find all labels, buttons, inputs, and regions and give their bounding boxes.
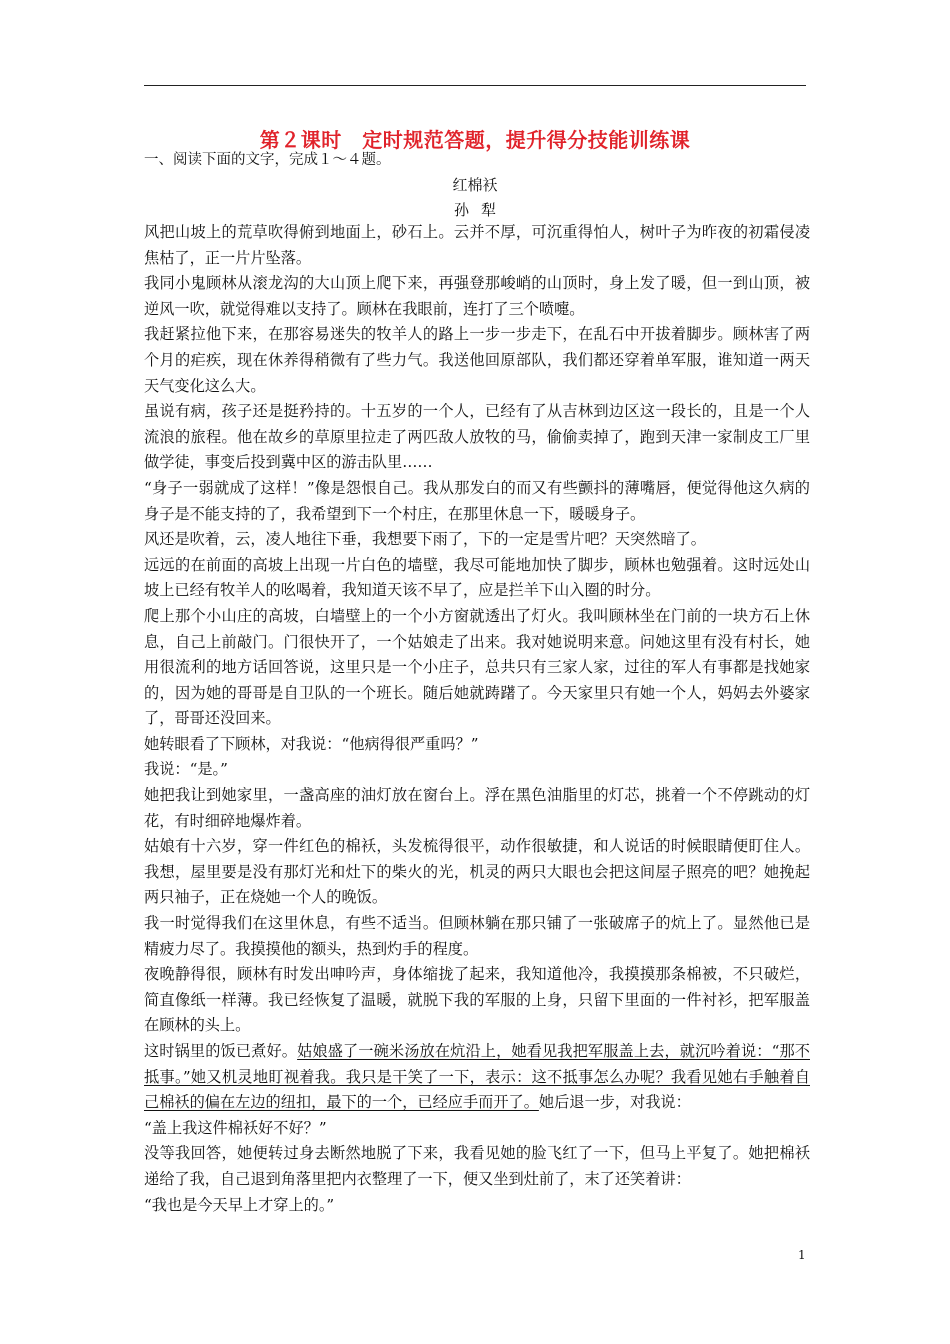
paragraph: 我赶紧拉他下来，在那容易迷失的牧羊人的路上一步一步走下，在乱石中开拔着脚步。顾林害了两个月的疟疾，现在休养得稍微有了些力气。我送他回原部队，我们都还穿着单军服，谁知道一两天天气变化这么大。 <box>144 325 810 395</box>
story-title: 红棉袄 <box>452 176 498 194</box>
paragraph: 没等我回答，她便转过身去断然地脱了下来，我看见她的脸飞红了一下，但马上平复了。她把棉袄递给了我，自己退到角落里把内衣整理了一下，便又坐到灶前了，末了还笑着讲： <box>144 1144 810 1188</box>
paragraph: 风把山坡上的荒草吹得俯到地面上，砂石上。云并不厚，可沉重得怕人，树叶子为昨夜的初霜侵凌焦枯了，正一片片坠落。 <box>144 223 810 267</box>
paragraph: 夜晚静得很，顾林有时发出呻吟声，身体缩拢了起来，我知道他冷，我摸摸那条棉被，不只破烂，简直像纸一样薄。我已经恢复了温暖，就脱下我的军服的上身，只留下里面的一件衬衫，把军服盖在顾林的头上。 <box>144 965 810 1035</box>
underlined-paragraph <box>144 1039 810 1116</box>
paragraph: 远远的在前面的高坡上出现一片白色的墙壁，我尽可能地加快了脚步，顾林也勉强着。这时远处山坡上已经有牧羊人的吆喝着，我知道天该不早了，应是拦羊下山入圈的时分。 <box>144 555 810 600</box>
paragraph: 她转眼看了下顾林，对我说：“他病得很严重吗？” <box>144 734 479 753</box>
paragraph: 爬上那个小山庄的高坡，白墙壁上的一个小方窗就透出了灯火。我叫顾林坐在门前的一块方石上休息，自己上前敲门。门很快开了，一个姑娘走了出来。我对她说明来意。问她这里有没有村长，她用很流利的地方话回答说，这里只是一个小庄子，总共只有三家人家，过往的军人有事都是找她家的，因为她的哥哥是自卫队的一个班长。随后她就踌躇了。今天家里只有她一个人，妈妈去外婆家了，哥哥还没回来。 <box>144 606 810 728</box>
paragraph: “身子一弱就成了这样！”像是怨恨自己。我从那发白的而又有些颤抖的薄嘴唇，便觉得他这久病的身子是不能支持的了，我希望到下一个村庄，在那里休息一下，暖暖身子。 <box>144 478 810 523</box>
story-body <box>144 220 810 1218</box>
text-before-underline: 这时锅里的饭已煮好。 <box>144 1042 298 1060</box>
paragraph: “盖上我这件棉袄好不好？” <box>144 1118 327 1137</box>
paragraph: 我一时觉得我们在这里休息，有些不适当。但顾林躺在那只铺了一张破席子的炕上了。显然他已是精疲力尽了。我摸摸他的额头，热到灼手的程度。 <box>144 914 810 958</box>
paragraph: “我也是今天早上才穿上的。” <box>144 1195 335 1214</box>
question-intro: 一、阅读下面的文字，完成１～４题。 <box>144 152 391 168</box>
header-rule <box>144 85 806 86</box>
underlined-passage: 姑娘盛了一碗米汤放在炕沿上，她看见我把军服盖上去，就沉吟着说：“那不抵事。”她又机灵地盯视着我。我只是干笑了一下，表示：这不抵事怎么办呢？我看见她右手触着自己棉袄的偏在左边的纽扣，最下的一个，已经应手而开了。 <box>144 1042 810 1112</box>
text-after-underline: 她后退一步，对我说： <box>538 1093 691 1112</box>
paragraph: 我说：“是。” <box>144 760 228 779</box>
paragraph: 她把我让到她家里，一盏高座的油灯放在窗台上。浮在黑色油脂里的灯芯，挑着一个不停跳动的灯花，有时细碎地爆炸着。 <box>144 786 810 830</box>
paragraph: 姑娘有十六岁，穿一件红色的棉袄，头发梳得很平，动作很敏捷，和人说话的时候眼睛便盯住人。我想，屋里要是没有那灯光和灶下的柴火的光，机灵的两只大眼也会把这间屋子照亮的吧？她挽起两只袖子，正在烧她一个人的晚饭。 <box>144 837 810 907</box>
paragraph: 风还是吹着，云，凌人地往下垂，我想要下雨了，下的一定是雪片吧？天突然暗了。 <box>144 530 706 549</box>
page-title: 第２课时 定时规范答题，提升得分技能训练课 <box>259 128 691 152</box>
paragraph: 虽说有病，孩子还是挺矜持的。十五岁的一个人，已经有了从吉林到边区这一段长的，且是一个人流浪的旅程。他在故乡的草原里拉走了两匹敌人放牧的马，偷偷卖掉了，跑到天津一家制皮工厂里做学徒，事变后投到冀中区的游击队里…… <box>144 402 810 472</box>
story-author: 孙犁 <box>453 201 508 219</box>
paragraph: 我同小鬼顾林从滚龙沟的大山顶上爬下来，再强登那峻峭的山顶时，身上发了暖，但一到山顶，被逆风一吹，就觉得难以支持了。顾林在我眼前，连打了三个喷嚏。 <box>144 274 810 318</box>
page-number: 1 <box>798 1248 806 1262</box>
